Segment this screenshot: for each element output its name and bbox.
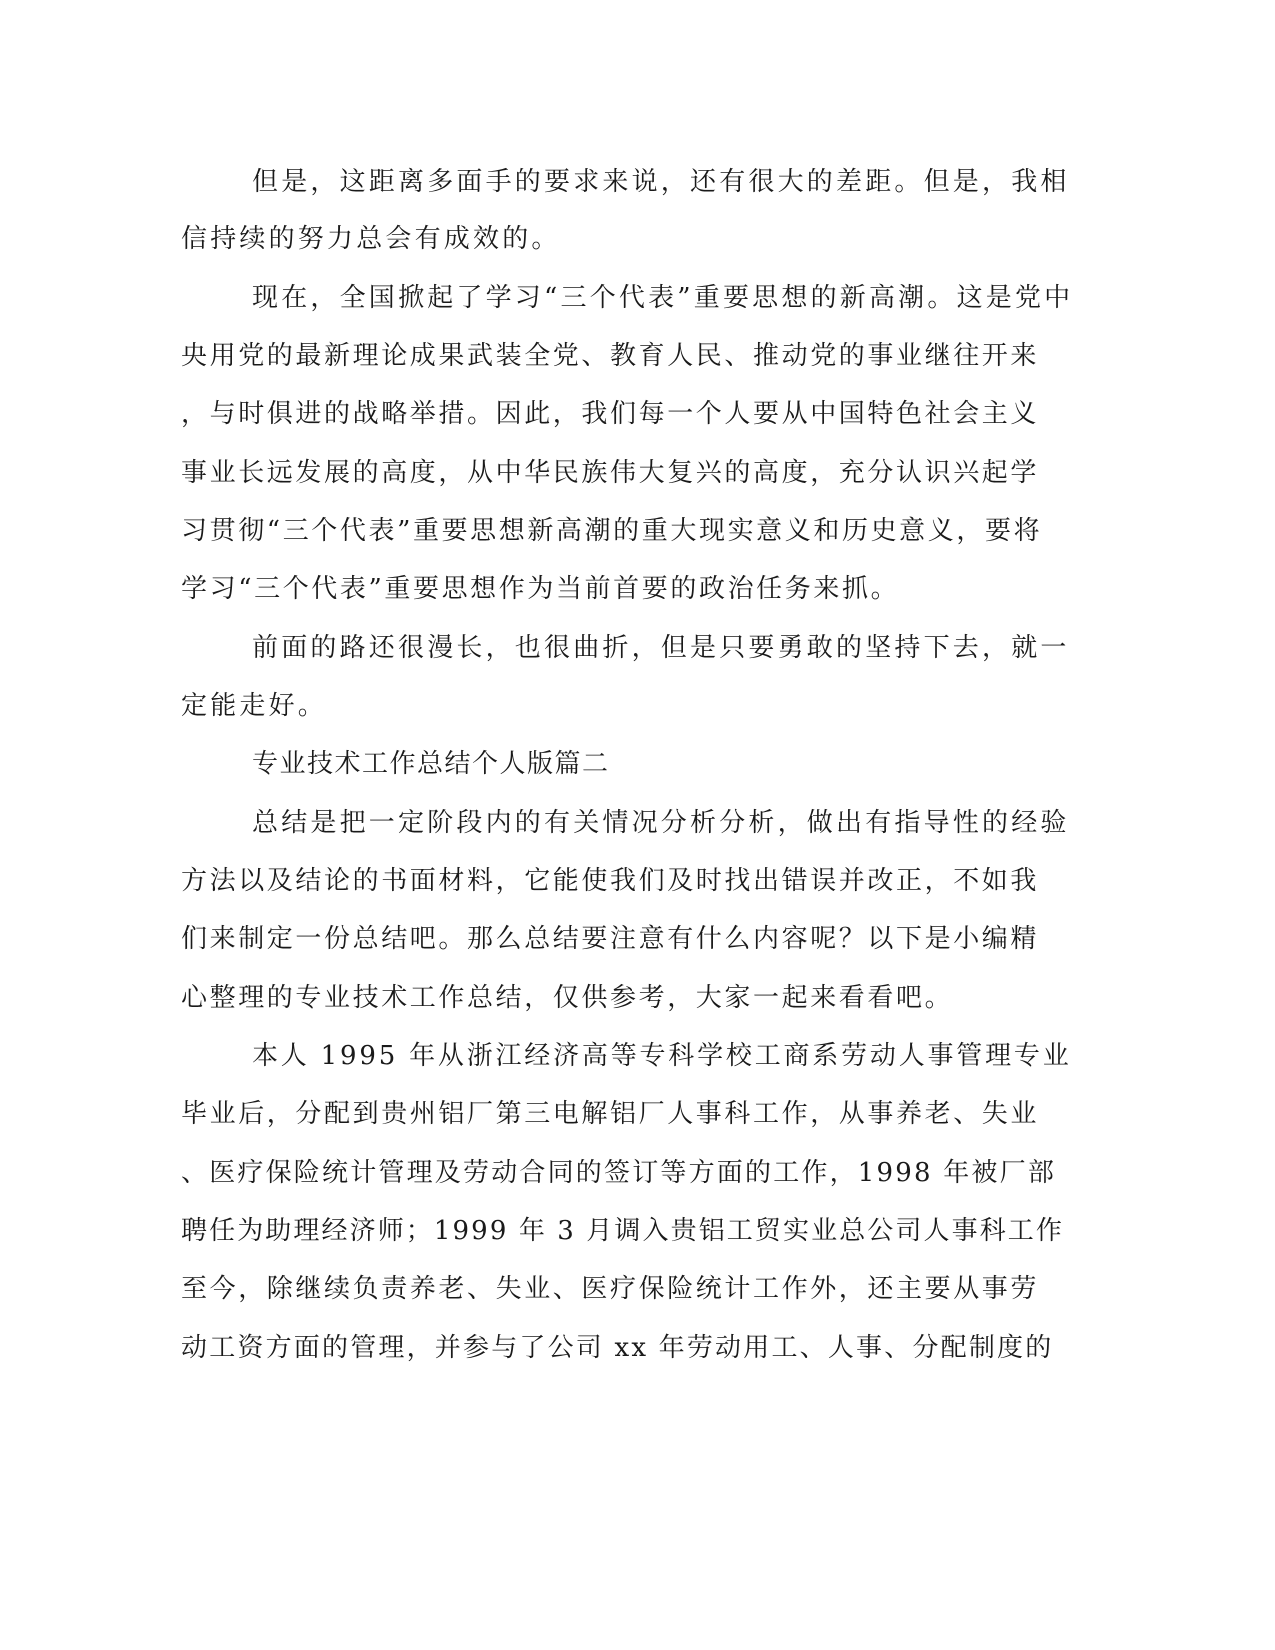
- paragraph-3-line-1: 前面的路还很漫长，也很曲折，但是只要勇敢的坚持下去，就一: [252, 633, 1070, 663]
- paragraph-5-line-2: 毕业后，分配到贵州铝厂第三电解铝厂人事科工作，从事养老、失业: [181, 1099, 1040, 1129]
- paragraph-5-line-6: 动工资方面的管理，并参与了公司 xx 年劳动用工、人事、分配制度的: [181, 1333, 1054, 1363]
- paragraph-4-line-1: 总结是把一定阶段内的有关情况分析分析，做出有指导性的经验: [252, 808, 1070, 838]
- paragraph-2-line-5: 习贯彻“三个代表”重要思想新高潮的重大现实意义和历史意义，要将: [181, 516, 1043, 546]
- paragraph-5-line-4: 聘任为助理经济师；1999 年 3 月调入贵铝工贸实业总公司人事科工作: [181, 1216, 1065, 1246]
- paragraph-1-line-1: 但是，这距离多面手的要求来说，还有很大的差距。但是，我相: [252, 167, 1070, 197]
- paragraph-4-line-2: 方法以及结论的书面材料，它能使我们及时找出错误并改正，不如我: [181, 866, 1040, 896]
- paragraph-1-line-2: 信持续的努力总会有成效的。: [181, 224, 561, 254]
- paragraph-5-line-3: 、医疗保险统计管理及劳动合同的签订等方面的工作，1998 年被厂部: [181, 1158, 1057, 1188]
- paragraph-2-line-2: 央用党的最新理论成果武装全党、教育人民、推动党的事业继往开来: [181, 341, 1040, 371]
- paragraph-4-line-4: 心整理的专业技术工作总结，仅供参考，大家一起来看看吧。: [181, 983, 954, 1013]
- paragraph-5-line-1: 本人 1995 年从浙江经济高等专科学校工商系劳动人事管理专业: [252, 1041, 1072, 1071]
- paragraph-2-line-3: ，与时俱进的战略举措。因此，我们每一个人要从中国特色社会主义: [181, 399, 1040, 429]
- section-heading: 专业技术工作总结个人版篇二: [252, 749, 610, 779]
- paragraph-4-line-3: 们来制定一份总结吧。那么总结要注意有什么内容呢？以下是小编精: [181, 924, 1040, 954]
- paragraph-2-line-4: 事业长远发展的高度，从中华民族伟大复兴的高度，充分认识兴起学: [181, 458, 1040, 488]
- paragraph-2-line-6: 学习“三个代表”重要思想作为当前首要的政治任务来抓。: [181, 574, 900, 604]
- paragraph-5-line-5: 至今，除继续负责养老、失业、医疗保险统计工作外，还主要从事劳: [181, 1274, 1040, 1304]
- paragraph-3-line-2: 定能走好。: [181, 691, 328, 721]
- paragraph-2-line-1: 现在，全国掀起了学习“三个代表”重要思想的新高潮。这是党中: [252, 283, 1074, 313]
